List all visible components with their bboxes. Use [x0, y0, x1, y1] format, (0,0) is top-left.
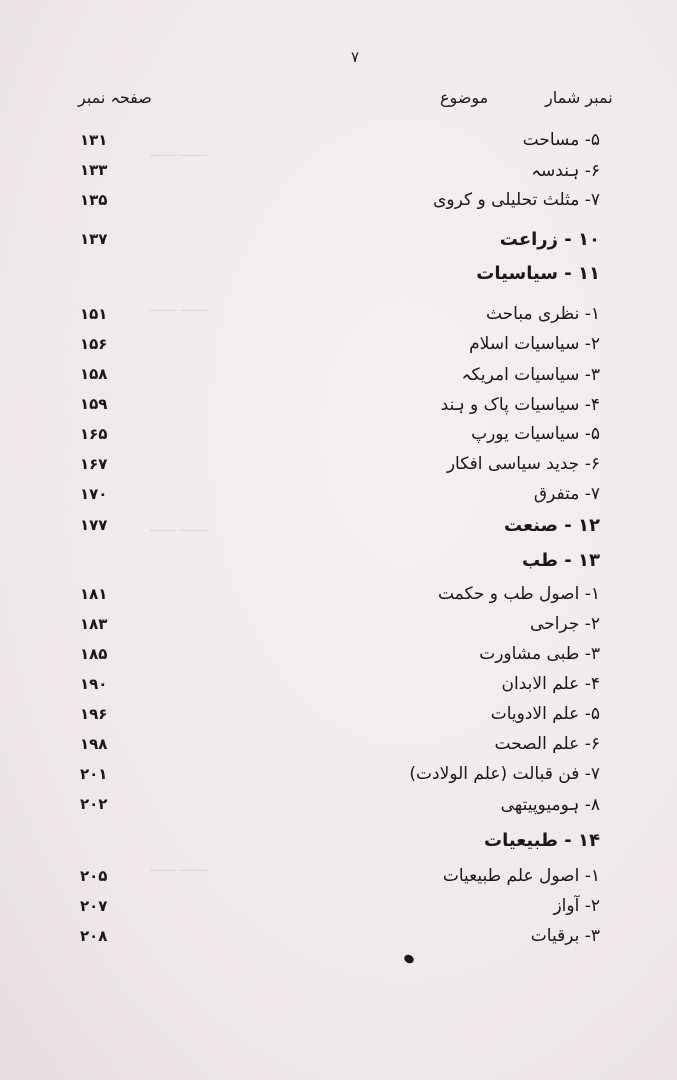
toc-page-number: ۲۰۱: [80, 765, 108, 783]
toc-entry: [60, 830, 600, 856]
toc-entry-title: ۷- فن قبالت (علم الولادت): [409, 764, 600, 784]
toc-entry: [60, 334, 600, 360]
toc-entry-title: ۸- ہومیوپیتھی: [500, 795, 600, 815]
toc-entry: [60, 764, 600, 790]
toc-page-number: ۱۸۳: [80, 615, 108, 633]
toc-entry: [60, 364, 600, 390]
toc-entry: [60, 394, 600, 420]
header-page-column: صفحہ نمبر: [78, 88, 152, 107]
toc-page-number: ۱۹۰: [80, 675, 108, 693]
toc-entry-title: ۲- جراحی: [530, 614, 600, 634]
toc-entry: [60, 644, 600, 670]
toc-entry-title: ۱- اصول طب و حکمت: [437, 584, 600, 604]
toc-entry: [60, 160, 600, 186]
toc-entry-title: ۷- متفرق: [533, 484, 600, 504]
page-number: ۷: [350, 48, 360, 66]
toc-entry: [60, 304, 600, 330]
toc-entry-title: ۳- سیاسیات امریکہ: [461, 365, 600, 385]
toc-entry: [60, 190, 600, 216]
toc-entry: [60, 263, 600, 289]
toc-entry-title: ۵- مساحت: [522, 130, 600, 150]
toc-page-number: ۱۹۸: [80, 735, 108, 753]
toc-section-title: ۱۳ - طب: [522, 550, 600, 571]
toc-entry-title: ۶- جدید سیاسی افکار: [446, 454, 600, 474]
toc-page-number: ۲۰۵: [80, 867, 108, 885]
toc-page-number: ۱۶۷: [80, 455, 108, 473]
toc-page: ۷ صفحہ نمبر موضوع نمبر شمار ـــــــ ـــــــ ـــــــ ـــــــ ـــــــ ـــــــ ـــــــ ـــــــ ۵- مساحت ۱۳۱ ۶- ہندسہ ۱۳۳ ۷- مثلث تحلیلی و کروی ۱۳۵ ۱۰ - زراعت ۱۳۷ ۱۱ - سیاسیات ۱- نظری مباحث ۱۵۱ ۲- سیاسیات اسلام ۱۵۶ ۳- سیاسیات امریکہ ۱۵۸ ۴- سیاسیات پاک و ہند ۱۵۹ ۵- سیاسیات یورپ ۱۶۵ ۶- جدید سیاسی افکار ۱۶۷ ۷- متفرق ۱۷۰ ۱۲ - صنعت ۱۷۷ ۱۳ - طب ۱- اصول طب و حکمت ۱۸۱ ۲- جراحی ۱۸۳ ۳- طبی مشاورت ۱۸۵ ۴- علم الابدان ۱۹۰ ۵- علم الادویات ۱۹۶ ۶- علم الصحت ۱۹۸ ۷- فن قبالت (علم الولادت) ۲۰۱ ۸- ہومیوپیتھی ۲۰۲ ۱۴ - طبیعیات ۱- اصول علم طبیعیات ۲۰۵ ۲- آواز ۲۰۷ ۳- برقیات ۲۰۸: [0, 0, 677, 1080]
toc-entry: [60, 926, 600, 952]
toc-page-number: ۱۹۶: [80, 705, 108, 723]
toc-entry: [60, 130, 600, 156]
toc-page-number: ۱۵۹: [80, 395, 108, 413]
toc-page-number: ۱۵۶: [80, 335, 108, 353]
toc-page-number: ۱۳۷: [80, 230, 108, 248]
toc-entry: [60, 614, 600, 640]
toc-entry-title: ۵- سیاسیات یورپ: [471, 424, 600, 444]
toc-section-title: ۱۰ - زراعت: [499, 229, 600, 250]
toc-entry-title: ۳- برقیات: [530, 926, 600, 946]
toc-entry-title: ۲- سیاسیات اسلام: [469, 334, 600, 354]
toc-entry: [60, 896, 600, 922]
toc-entry: [60, 584, 600, 610]
toc-entry-title: ۶- علم الصحت: [494, 734, 600, 754]
header-serial-column: نمبر شمار: [545, 88, 613, 107]
toc-entry: [60, 424, 600, 450]
toc-page-number: ۱۷۰: [80, 485, 108, 503]
toc-entry-title: ۱- اصول علم طبیعیات: [442, 866, 600, 886]
toc-entry-title: ۲- آواز: [553, 896, 600, 916]
toc-section-title: ۱۱ - سیاسیات: [476, 263, 600, 284]
toc-page-number: ۱۳۳: [80, 161, 108, 179]
toc-entry-title: ۳- طبی مشاورت: [479, 644, 600, 664]
toc-entry: [60, 734, 600, 760]
toc-entry-title: ۴- علم الابدان: [501, 674, 600, 694]
toc-entry: [60, 454, 600, 480]
toc-page-number: ۱۵۸: [80, 365, 108, 383]
toc-entry: [60, 515, 600, 541]
toc-page-number: ۱۷۷: [80, 516, 108, 534]
toc-entry-title: ۴- سیاسیات پاک و ہند: [440, 395, 600, 415]
toc-page-number: ۱۶۵: [80, 425, 108, 443]
toc-entry-title: ۵- علم الادویات: [490, 704, 600, 724]
toc-entry: [60, 550, 600, 576]
toc-entry: [60, 229, 600, 255]
toc-page-number: ۱۵۱: [80, 305, 108, 323]
toc-entry: [60, 794, 600, 820]
toc-page-number: ۱۳۵: [80, 191, 108, 209]
toc-page-number: ۱۸۵: [80, 645, 108, 663]
toc-section-title: ۱۲ - صنعت: [504, 515, 600, 536]
toc-page-number: ۲۰۷: [80, 897, 108, 915]
toc-entry-title: ۶- ہندسہ: [531, 161, 600, 181]
ink-mark: [403, 953, 416, 965]
header-topic-column: موضوع: [440, 88, 489, 107]
toc-page-number: ۱۸۱: [80, 585, 108, 603]
toc-entry: [60, 674, 600, 700]
toc-entry: [60, 866, 600, 892]
toc-entry-title: ۱- نظری مباحث: [485, 304, 600, 324]
toc-entry: [60, 704, 600, 730]
toc-page-number: ۱۳۱: [80, 131, 108, 149]
toc-entry-title: ۷- مثلث تحلیلی و کروی: [433, 190, 600, 210]
toc-entry: [60, 484, 600, 510]
toc-page-number: ۲۰۲: [80, 795, 108, 813]
toc-section-title: ۱۴ - طبیعیات: [484, 830, 600, 851]
toc-page-number: ۲۰۸: [80, 927, 108, 945]
